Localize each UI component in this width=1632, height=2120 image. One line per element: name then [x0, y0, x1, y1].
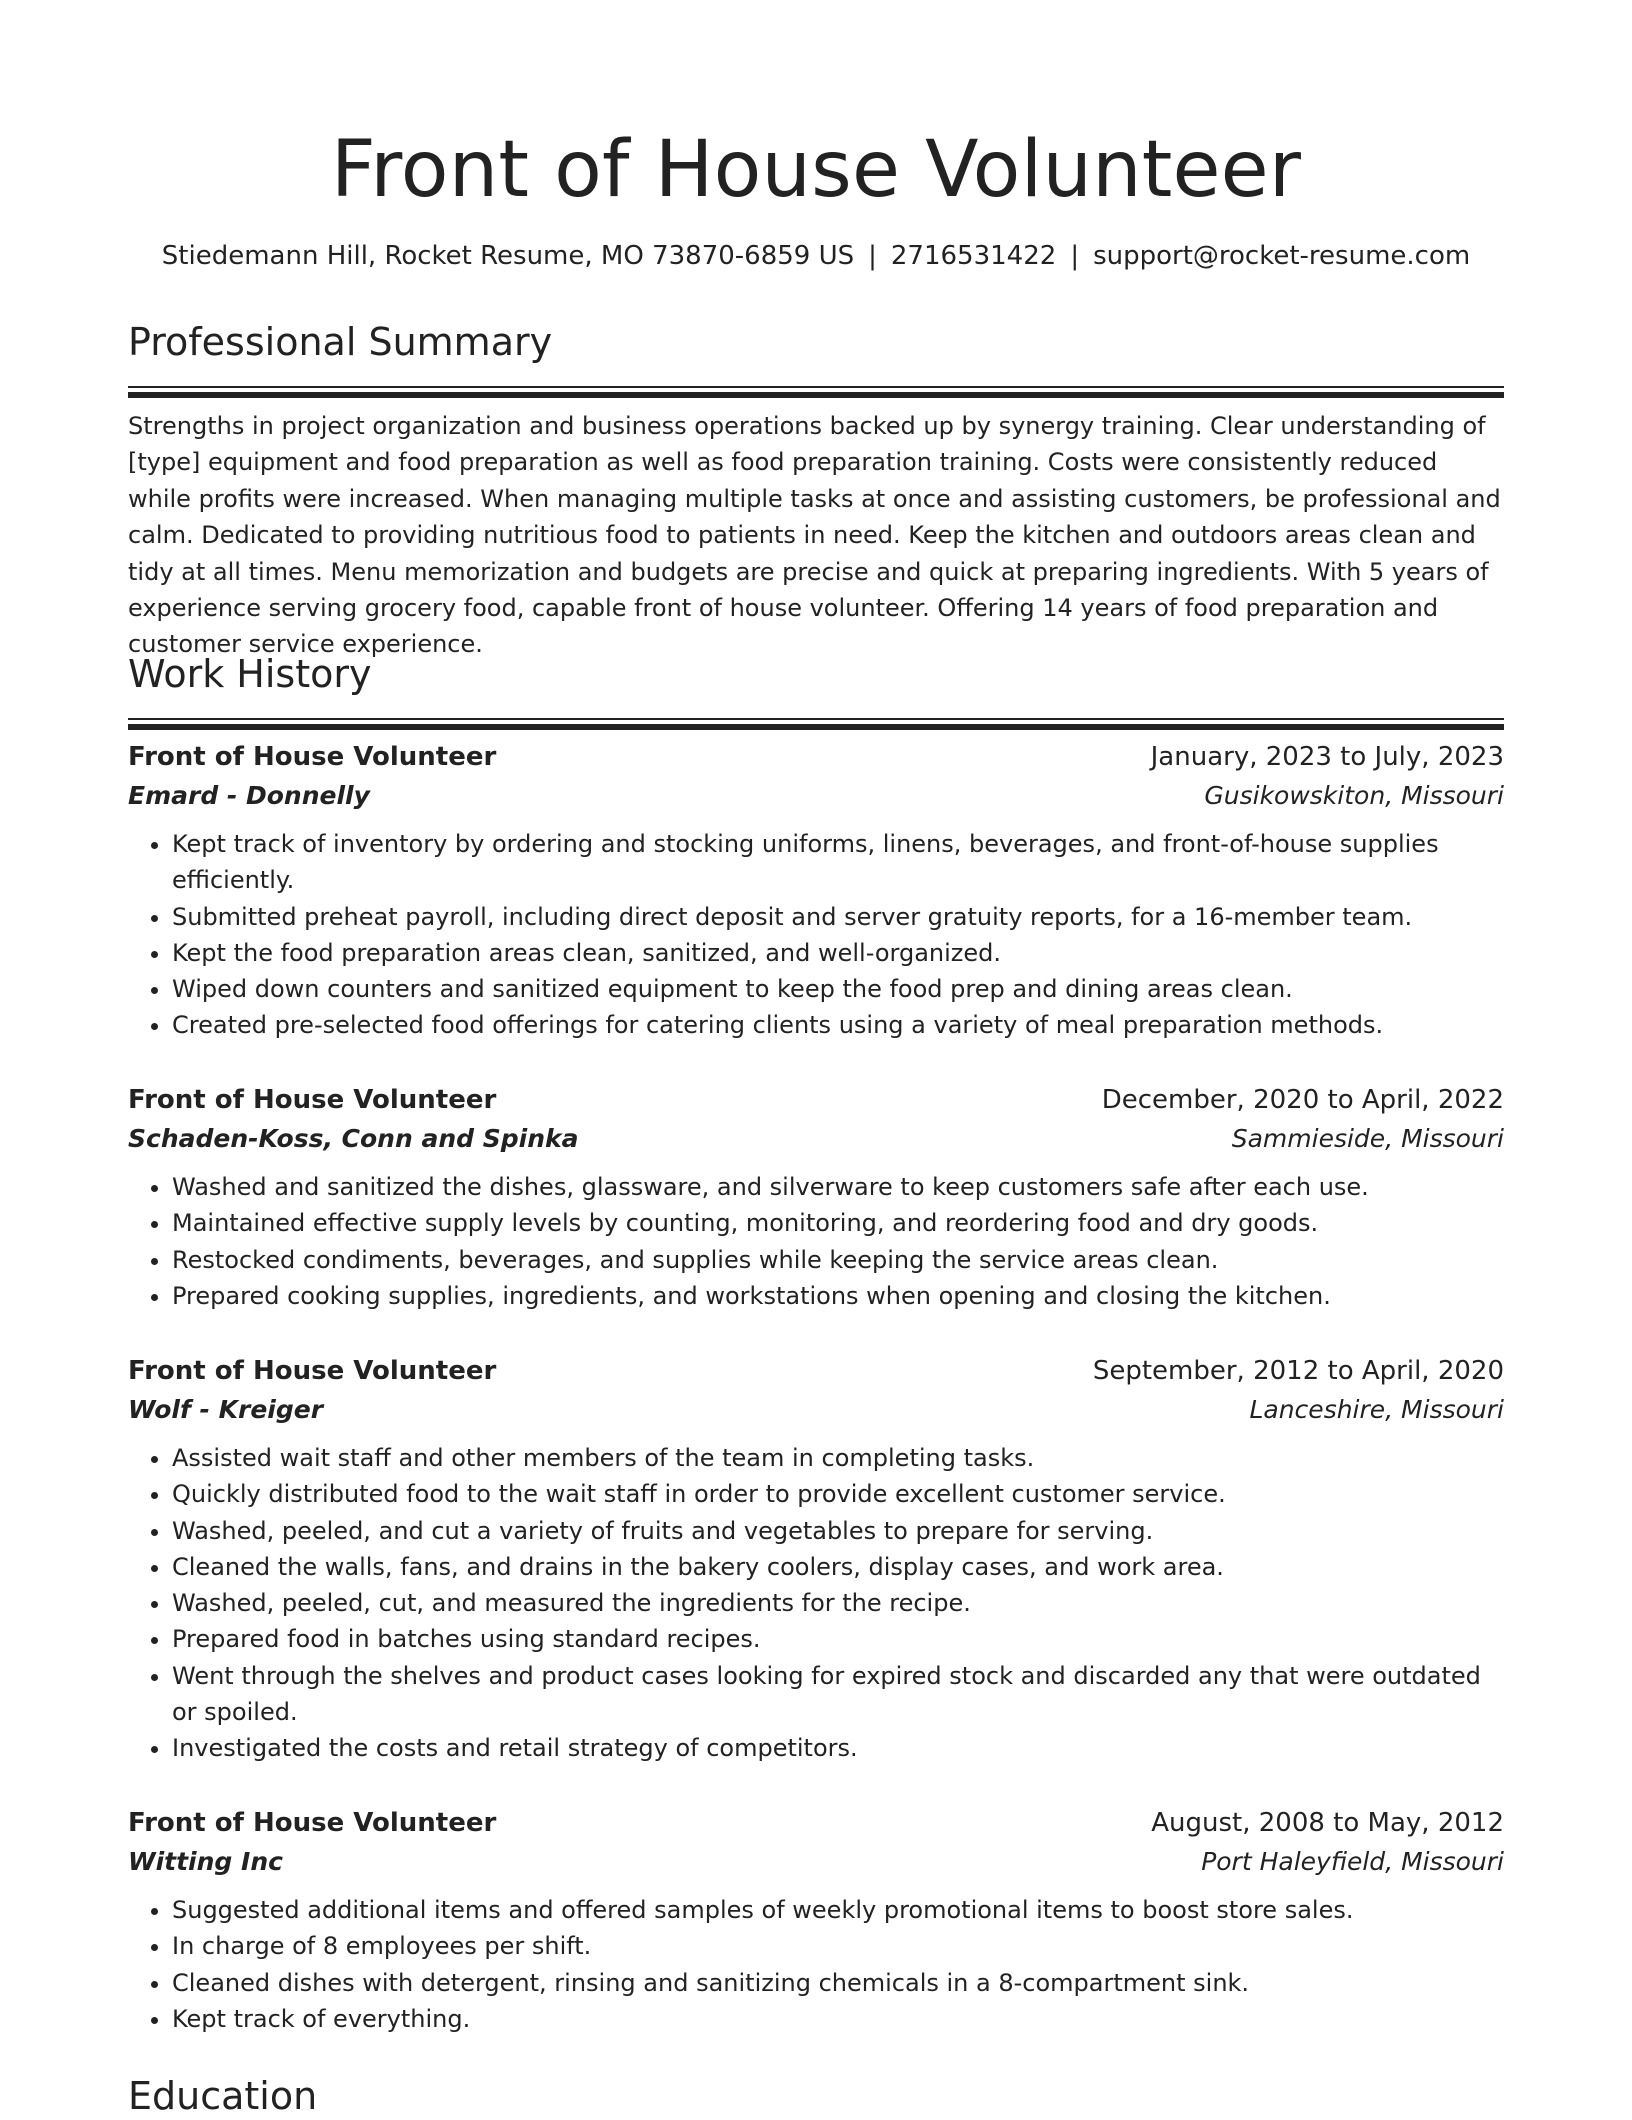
job-bullet: • In charge of 8 employees per shift. — [172, 1928, 1504, 1964]
job-location: Lanceshire, Missouri — [1249, 1395, 1504, 1424]
job-header-row — [128, 738, 1504, 776]
job-bullet: • Created pre-selected food offerings for catering clients using a variety of meal preparation methods. — [172, 1007, 1504, 1043]
job-bullet: • Assisted wait staff and other members of the team in completing tasks. — [172, 1440, 1504, 1476]
section-rule-thin — [128, 386, 1504, 388]
section-heading: Education — [128, 2074, 318, 2118]
job-dates: December, 2020 to April, 2022 — [1101, 1085, 1504, 1115]
job-bullet: • Investigated the costs and retail strategy of competitors. — [172, 1730, 1504, 1766]
summary-text: Strengths in project organization and business operations backed up by synergy training. Clear understanding of [type] equipment and food preparation as well as food preparation training. Costs were consistently reduced while profits were increased. When managing multiple tasks at once and assisting customers, be professional and calm. Dedicated to providing nutritious food to patients in need. Keep the kitchen and outdoors areas clean and tidy at all times. Menu memorization and budgets are precise and quick at preparing ingredients. With 5 years of experience serving grocery food, capable front of house volunteer. Offering 14 years of food preparation and customer service experience. — [128, 412, 1501, 659]
contact-separator: | — [1070, 241, 1080, 271]
job-entry — [128, 738, 1504, 1044]
contact-address: Stiedemann Hill, Rocket Resume, MO 73870-6859 US — [161, 241, 855, 271]
job-bullet: • Prepared cooking supplies, ingredients, and workstations when opening and closing the kitchen. — [172, 1278, 1504, 1314]
job-header-row — [128, 1081, 1504, 1119]
section-header-work-history — [128, 650, 1504, 730]
section-rule-thick — [128, 392, 1504, 398]
job-location: Port Haleyfield, Missouri — [1201, 1847, 1504, 1876]
job-header-row — [128, 1352, 1504, 1390]
job-bullet: • Maintained effective supply levels by counting, monitoring, and reordering food and dry goods. — [172, 1205, 1504, 1241]
job-company: Wolf - Kreiger — [128, 1395, 324, 1424]
job-dates: August, 2008 to May, 2012 — [1151, 1808, 1504, 1838]
section-rule-thick — [128, 724, 1504, 730]
job-location: Gusikowskiton, Missouri — [1204, 781, 1504, 810]
job-bullet-list — [128, 1892, 1504, 2037]
job-entry — [128, 1352, 1504, 1767]
job-bullet: • Washed, peeled, cut, and measured the ingredients for the recipe. — [172, 1585, 1504, 1621]
job-bullet-list — [128, 1440, 1504, 1767]
job-subheader-row — [128, 1390, 1504, 1430]
job-bullet: • Cleaned the walls, fans, and drains in the bakery coolers, display cases, and work area. — [172, 1549, 1504, 1585]
job-bullet: • Suggested additional items and offered samples of weekly promotional items to boost store sales. — [172, 1892, 1504, 1928]
job-subheader-row — [128, 1119, 1504, 1159]
section-heading: Professional Summary — [128, 320, 553, 364]
job-bullet: • Went through the shelves and product cases looking for expired stock and discarded any that were outdated or spoiled. — [172, 1658, 1504, 1731]
job-dates: January, 2023 to July, 2023 — [1150, 742, 1504, 772]
contact-separator: | — [868, 241, 877, 271]
job-bullet: • Wiped down counters and sanitized equipment to keep the food prep and dining areas clean. — [172, 971, 1504, 1007]
job-bullet: • Cleaned dishes with detergent, rinsing and sanitizing chemicals in a 8-compartment sink. — [172, 1965, 1504, 2001]
job-bullet: • Washed, peeled, and cut a variety of fruits and vegetables to prepare for serving. — [172, 1513, 1504, 1549]
contact-phone: 2716531422 — [890, 241, 1057, 271]
job-company: Witting Inc — [128, 1847, 283, 1876]
section-header-education — [128, 2072, 1504, 2120]
job-bullet: • Kept the food preparation areas clean, sanitized, and well-organized. — [172, 935, 1504, 971]
job-bullet: • Quickly distributed food to the wait staff in order to provide excellent customer service. — [172, 1476, 1504, 1512]
resume-title: Front of House Volunteer — [330, 125, 1302, 215]
job-subheader-row — [128, 776, 1504, 816]
job-title: Front of House Volunteer — [128, 1808, 497, 1838]
job-bullet: • Submitted preheat payroll, including direct deposit and server gratuity reports, for a 16-member team. — [172, 899, 1504, 935]
job-bullet-list — [128, 1169, 1504, 1314]
section-rule-thin — [128, 718, 1504, 720]
job-bullet: • Kept track of inventory by ordering and stocking uniforms, linens, beverages, and front-of-house supplies efficiently. — [172, 826, 1504, 899]
contact-line — [128, 240, 1504, 272]
job-location: Sammieside, Missouri — [1231, 1124, 1504, 1153]
job-dates: September, 2012 to April, 2020 — [1092, 1356, 1504, 1386]
job-bullet: • Prepared food in batches using standard recipes. — [172, 1621, 1504, 1657]
job-subheader-row — [128, 1842, 1504, 1882]
job-company: Emard - Donnelly — [128, 781, 370, 810]
section-heading: Work History — [128, 652, 372, 696]
job-bullet: • Kept track of everything. — [172, 2001, 1504, 2037]
job-title: Front of House Volunteer — [128, 1085, 497, 1115]
job-bullet-list — [128, 826, 1504, 1044]
job-title: Front of House Volunteer — [128, 1356, 497, 1386]
job-entry — [128, 1081, 1504, 1314]
job-company: Schaden-Koss, Conn and Spinka — [128, 1124, 579, 1153]
job-bullet: • Washed and sanitized the dishes, glassware, and silverware to keep customers safe after each use. — [172, 1169, 1504, 1205]
job-header-row — [128, 1804, 1504, 1842]
section-header-summary — [128, 318, 1504, 398]
contact-email: support@rocket-resume.com — [1093, 241, 1471, 271]
job-title: Front of House Volunteer — [128, 742, 497, 772]
job-entry — [128, 1804, 1504, 2037]
job-bullet: • Restocked condiments, beverages, and supplies while keeping the service areas clean. — [172, 1242, 1504, 1278]
